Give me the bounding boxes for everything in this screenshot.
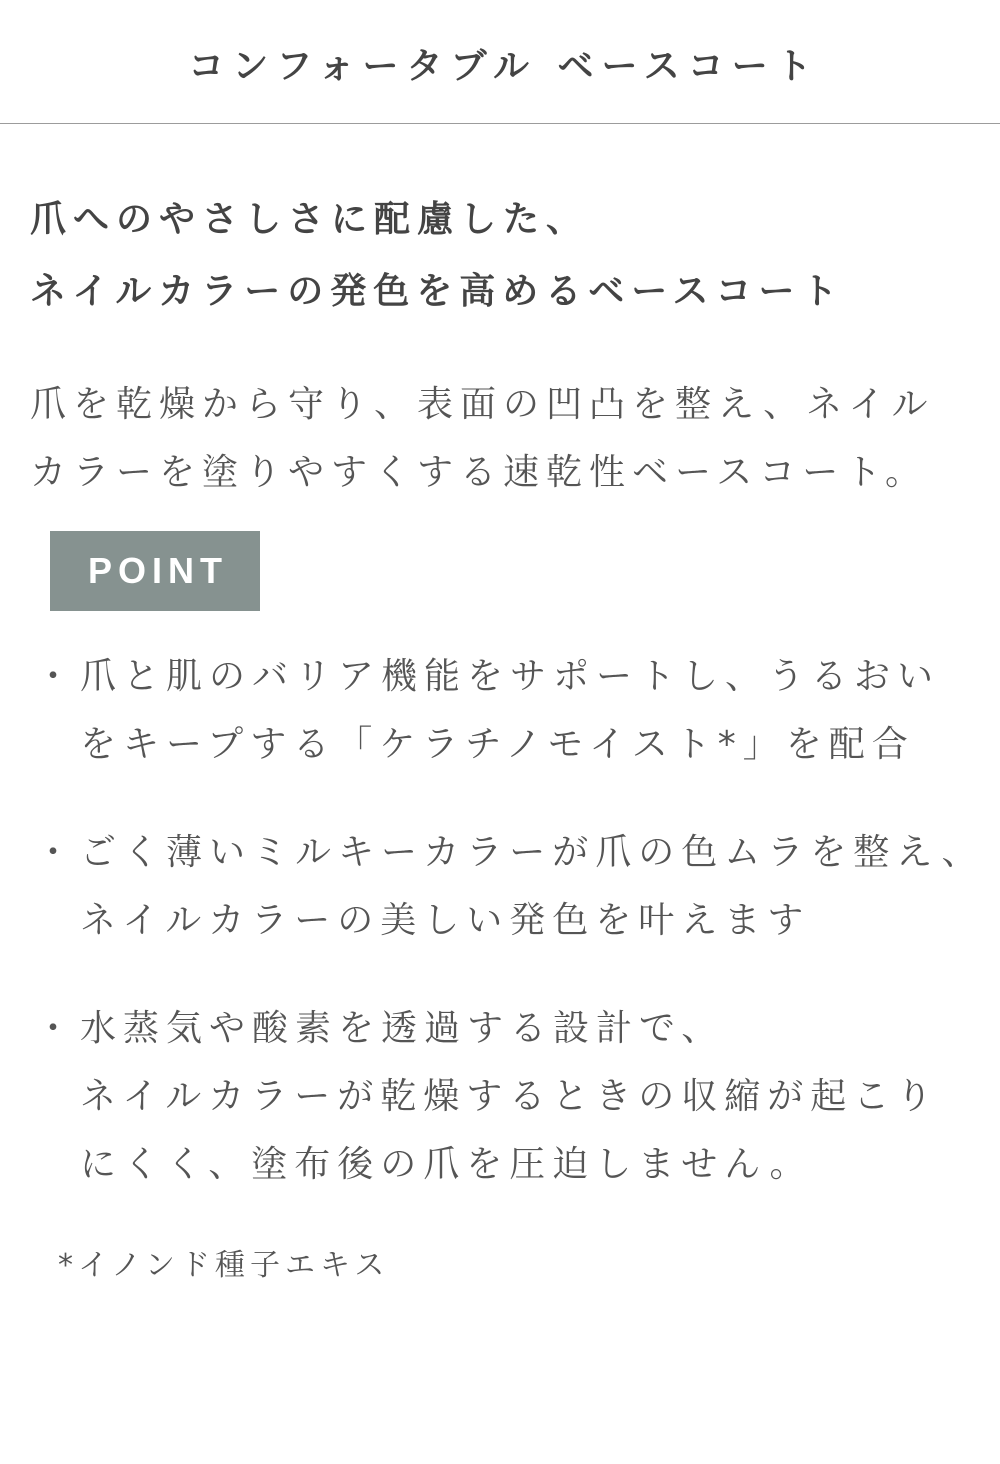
ingredient-footnote: *イノンド種子エキス xyxy=(58,1248,390,1283)
point-item-line: 水蒸気や酸素を透過する設計で、 xyxy=(80,1008,725,1049)
product-description xyxy=(30,371,990,507)
point-item xyxy=(0,643,1000,779)
point-item xyxy=(0,995,1000,1199)
description-line: カラーを塗りやすくする速乾性ベースコート。 xyxy=(30,452,928,493)
point-item-line: ごく薄いミルキーカラーが爪の色ムラを整え、 xyxy=(80,832,985,873)
point-item-line: ネイルカラーが乾燥するときの収縮が起こり xyxy=(80,1076,940,1117)
headline-line: 爪へのやさしさに配慮した、 xyxy=(30,199,590,240)
point-list xyxy=(0,643,1000,1239)
point-badge-label: POINT xyxy=(87,550,228,591)
bullet-dot-icon: ・ xyxy=(35,656,72,697)
point-item xyxy=(0,819,1000,955)
point-item-line: にくく、塗布後の爪を圧迫しません。 xyxy=(80,1144,813,1185)
bullet-dot-icon: ・ xyxy=(35,832,72,873)
page-title: コンフォータブル ベースコート xyxy=(188,46,820,87)
bullet-dot-icon: ・ xyxy=(35,1008,72,1049)
header-divider xyxy=(0,123,1000,124)
product-headline xyxy=(30,184,990,328)
headline-line: ネイルカラーの発色を高めるベースコート xyxy=(30,271,845,312)
description-line: 爪を乾燥から守り、表面の凹凸を整え、ネイル xyxy=(30,384,935,425)
point-item-line: をキープする「ケラチノモイスト*」を配合 xyxy=(80,724,915,765)
page-header xyxy=(0,0,1000,123)
point-item-line: 爪と肌のバリア機能をサポートし、うるおい xyxy=(80,656,941,697)
point-badge xyxy=(50,531,260,611)
point-item-line: ネイルカラーの美しい発色を叶えます xyxy=(80,900,811,941)
